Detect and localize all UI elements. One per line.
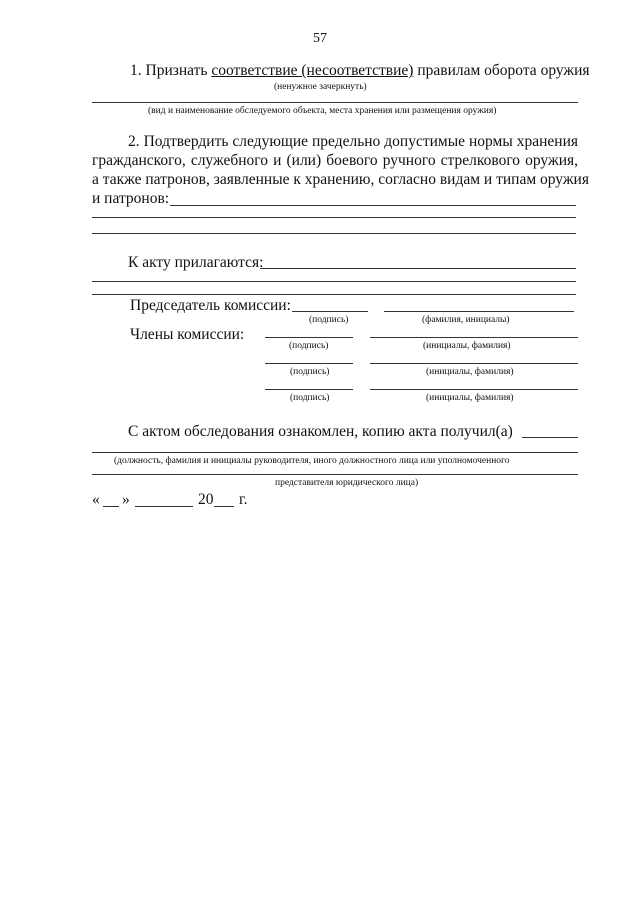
member3-signature-line[interactable] — [265, 389, 353, 390]
member2-signature-line[interactable] — [265, 363, 353, 364]
date-year-field[interactable] — [214, 506, 234, 507]
item2-line3: а также патронов, заявленные к хранению, согласно видам и типам оружия — [92, 171, 589, 188]
norms-field-line-3[interactable] — [92, 233, 576, 234]
member1-signature-line[interactable] — [265, 337, 353, 338]
member1-name-line[interactable] — [370, 337, 578, 338]
member2-name-caption: (инициалы, фамилия) — [426, 367, 514, 377]
norms-field-line-1[interactable] — [170, 205, 576, 206]
object-field-caption: (вид и наименование обследуемого объекта, места хранения или размещения оружия) — [148, 106, 497, 116]
chair-signature-line[interactable] — [292, 311, 368, 312]
acknowledgement-field-line-2[interactable] — [92, 474, 578, 475]
attachments-label: К акту прилагаются: — [128, 254, 264, 271]
item1-suffix: правилам оборота оружия — [413, 62, 590, 79]
acknowledgement-field-line-1[interactable] — [92, 452, 578, 453]
norms-field-line-2[interactable] — [92, 217, 576, 218]
date-day-field[interactable] — [103, 506, 119, 507]
acknowledgement-caption-1: (должность, фамилия и инициалы руководителя, иного должностного лица или уполномоченного — [114, 456, 510, 466]
chair-name-line[interactable] — [384, 311, 574, 312]
date-year-suffix: г. — [239, 491, 248, 508]
member1-name-caption: (инициалы, фамилия) — [423, 341, 511, 351]
member3-name-line[interactable] — [370, 389, 578, 390]
member2-name-line[interactable] — [370, 363, 578, 364]
acknowledgement-text: С актом обследования ознакомлен, копию акта получил(а) — [128, 423, 513, 440]
item1-prefix: 1. Признать — [130, 62, 212, 79]
chair-label: Председатель комиссии: — [130, 297, 291, 314]
chair-signature-caption: (подпись) — [309, 315, 349, 325]
attachments-field-line-3[interactable] — [92, 294, 576, 295]
object-field-line[interactable] — [92, 102, 578, 103]
date-open-quote: « — [92, 491, 100, 508]
member1-signature-caption: (подпись) — [289, 341, 329, 351]
attachments-field-line-2[interactable] — [92, 281, 576, 282]
chair-name-caption: (фамилия, инициалы) — [422, 315, 510, 325]
item1-options: соответствие (несоответствие) — [211, 62, 414, 79]
item1-note: (ненужное зачеркнуть) — [274, 82, 367, 92]
page-number: 57 — [313, 31, 327, 46]
member3-name-caption: (инициалы, фамилия) — [426, 393, 514, 403]
acknowledgement-field-inline[interactable] — [522, 437, 578, 438]
item2-line1: 2. Подтвердить следующие предельно допустимые нормы хранения — [128, 133, 578, 150]
members-label: Члены комиссии: — [130, 326, 245, 343]
date-month-field[interactable] — [135, 506, 193, 507]
attachments-field-line-1[interactable] — [260, 268, 576, 269]
member3-signature-caption: (подпись) — [290, 393, 330, 403]
item2-line4: и патронов: — [92, 190, 170, 207]
member2-signature-caption: (подпись) — [290, 367, 330, 377]
item1-text — [130, 62, 590, 80]
date-year-prefix: 20 — [198, 491, 214, 508]
date-close-quote: » — [122, 491, 130, 508]
acknowledgement-caption-2: представителя юридического лица) — [275, 478, 419, 488]
item2-line2: гражданского, служебного и (или) боевого ручного стрелкового оружия, — [92, 152, 578, 169]
